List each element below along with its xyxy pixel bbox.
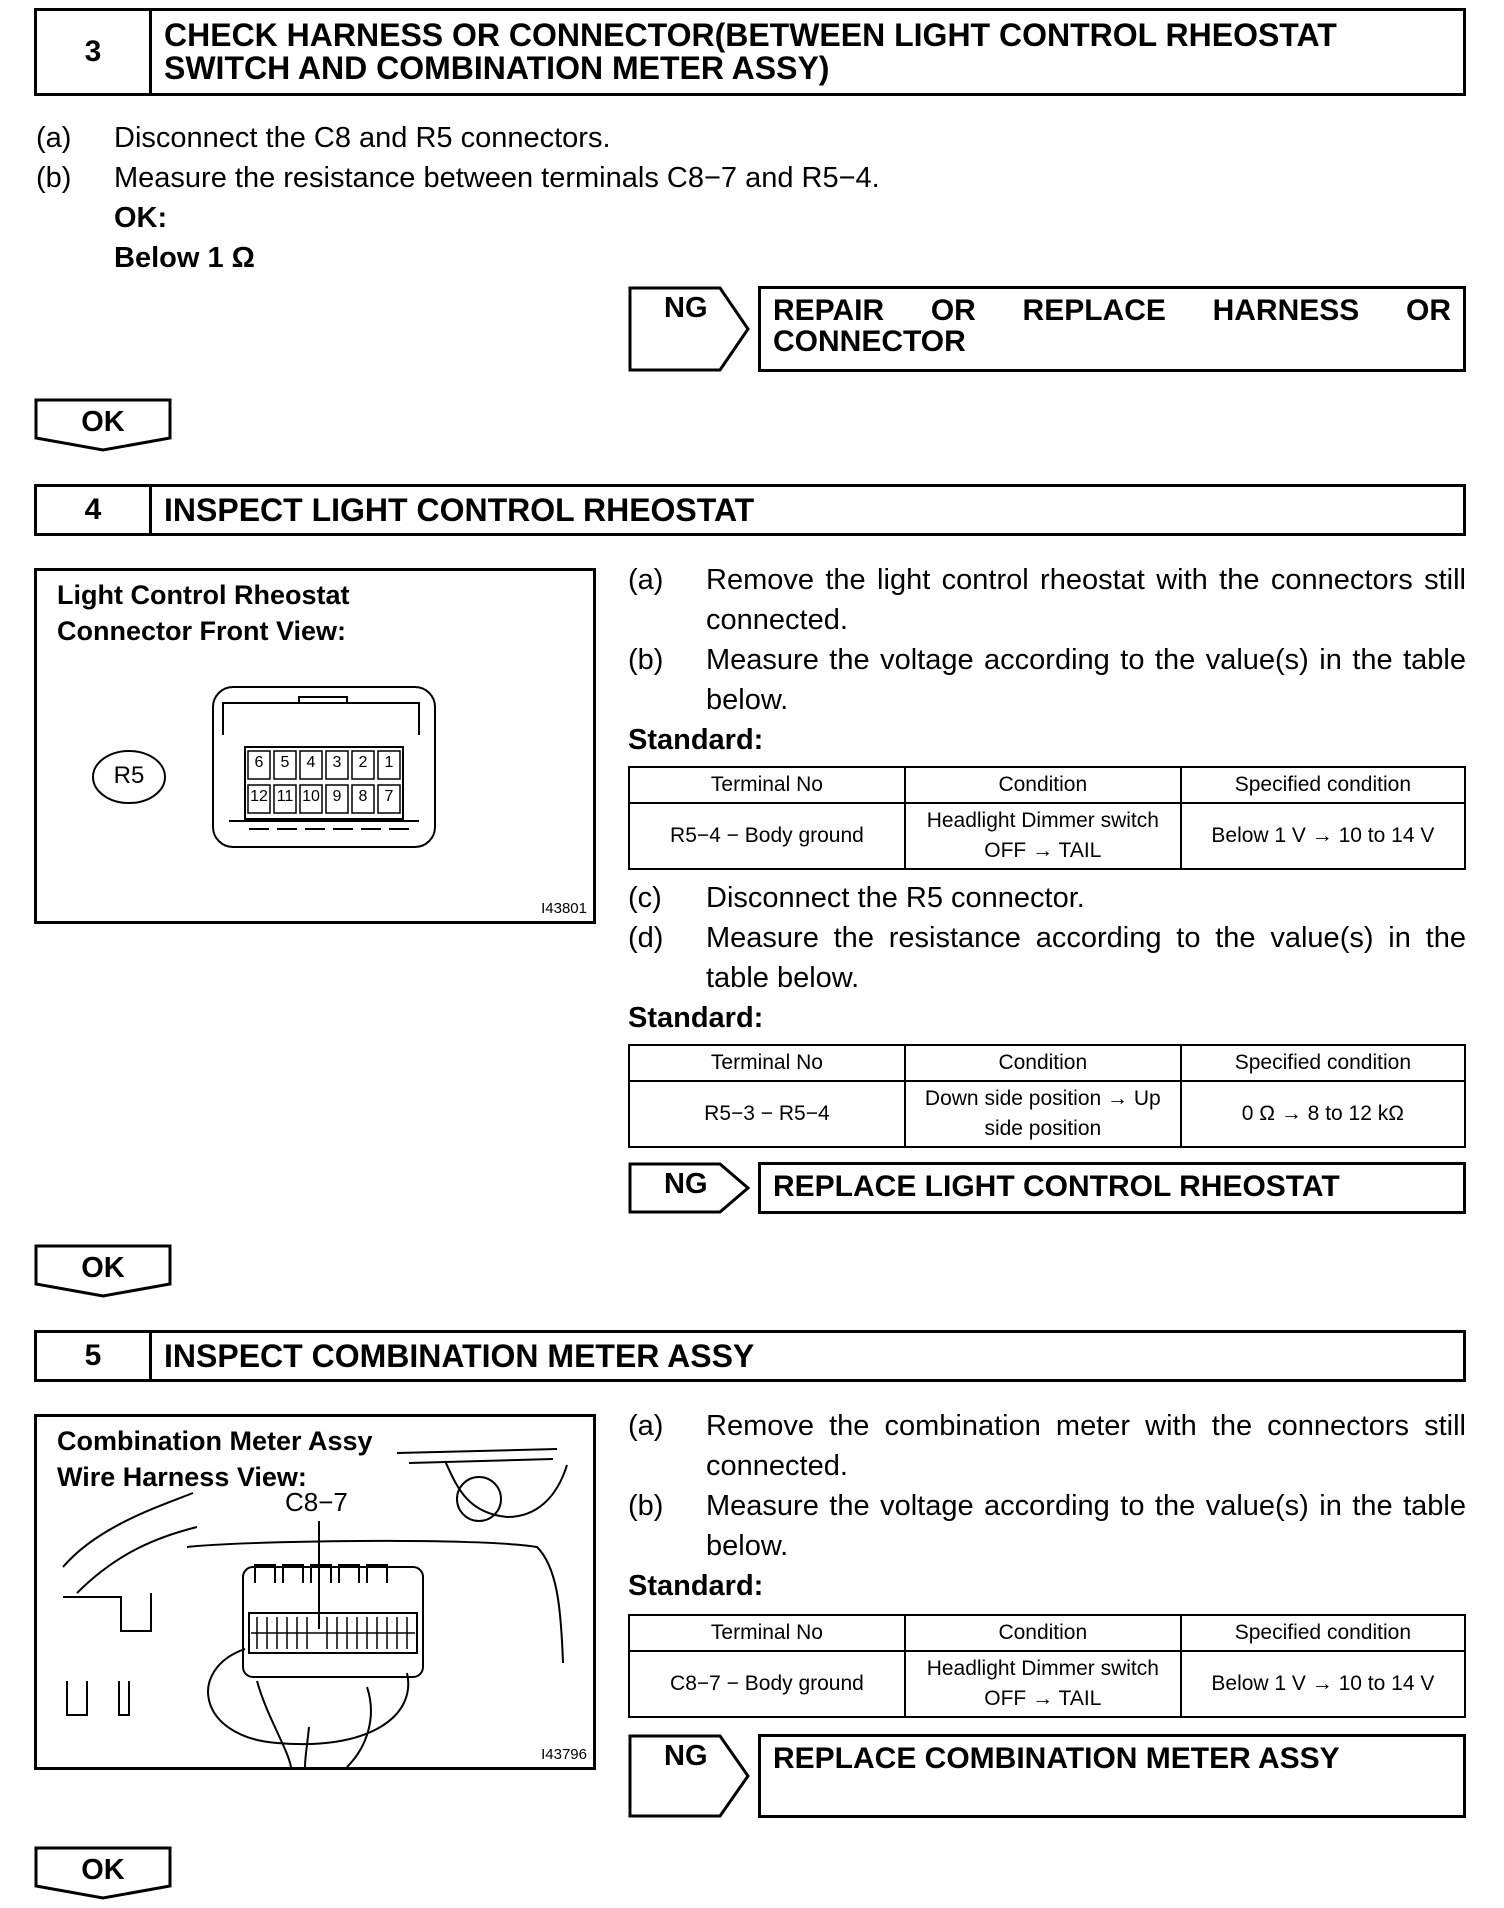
pin-11: 11	[276, 788, 294, 805]
item-label: (d)	[628, 922, 664, 954]
item-label: (b)	[628, 1490, 664, 1522]
ng-label: NG	[664, 1168, 708, 1200]
step-number: 3	[37, 11, 152, 93]
table-header: Specified condition	[1181, 767, 1465, 803]
figure-id: I43796	[541, 1746, 587, 1763]
pin-4: 4	[306, 754, 316, 771]
pin-5: 5	[280, 754, 290, 771]
ok-criteria-label: OK:	[114, 202, 168, 234]
item-label: (a)	[628, 564, 664, 596]
terminal-label: C8−7	[285, 1487, 348, 1517]
table-header: Condition	[905, 767, 1181, 803]
ok-label: OK	[81, 1854, 125, 1886]
item-text: Measure the voltage according to the value(s) in the table below.	[706, 1490, 1466, 1562]
standard-label: Standard:	[628, 1570, 764, 1602]
pin-8: 8	[358, 788, 368, 805]
item-text: Disconnect the R5 connector.	[706, 882, 1085, 914]
ng-label: NG	[664, 292, 708, 324]
standard-label: Standard:	[628, 724, 764, 756]
ng-arrow	[628, 1734, 752, 1818]
step-number: 5	[37, 1333, 152, 1379]
item-text: Remove the combination meter with the connectors still connected.	[706, 1410, 1466, 1482]
table-header: Condition	[905, 1615, 1181, 1651]
pin-12: 12	[250, 788, 268, 805]
ok-label: OK	[81, 406, 125, 438]
ok-arrow	[34, 1244, 172, 1298]
figure-title: Combination Meter Assy Wire Harness View:	[57, 1426, 373, 1492]
item-text: Measure the voltage according to the value(s) in the table below.	[706, 644, 1466, 716]
connector-drawing	[37, 571, 593, 921]
table-header: Terminal No	[629, 1615, 905, 1651]
ng-action-box	[758, 286, 1466, 372]
figure-id: I43801	[541, 900, 587, 917]
item-label: (c)	[628, 882, 662, 914]
table-cell: R5−4 − Body ground	[629, 803, 905, 869]
table-header: Condition	[905, 1045, 1181, 1081]
table-cell: R5−3 − R5−4	[629, 1081, 905, 1147]
item-text: Measure the resistance between terminals C8−7 and R5−4.	[114, 162, 880, 194]
ng-action-box	[758, 1162, 1466, 1214]
item-label: (a)	[36, 122, 72, 154]
standard-label: Standard:	[628, 1002, 764, 1034]
pin-2: 2	[358, 754, 368, 771]
table-cell: 0 Ω → 8 to 12 kΩ	[1181, 1081, 1465, 1147]
ng-action-text: REPAIR OR REPLACE HARNESS OR CONNECTOR	[773, 294, 1451, 358]
table-cell: Headlight Dimmer switch OFF → TAIL	[905, 1651, 1181, 1717]
table-cell: Down side position → Up side position	[905, 1081, 1181, 1147]
pin-3: 3	[332, 754, 342, 771]
harness-drawing	[37, 1417, 593, 1767]
figure-title: Light Control Rheostat Connector Front View:	[57, 580, 350, 646]
step-4-header	[34, 484, 1466, 536]
step-title: CHECK HARNESS OR CONNECTOR(BETWEEN LIGHT CONTROL RHEOSTAT SWITCH AND COMBINATION METER ASSY)	[164, 17, 1337, 86]
table-cell: Below 1 V → 10 to 14 V	[1181, 803, 1465, 869]
combination-meter-figure	[34, 1414, 596, 1770]
pin-6: 6	[254, 754, 264, 771]
ok-label: OK	[81, 1252, 125, 1284]
table-cell: Headlight Dimmer switch OFF → TAIL	[905, 803, 1181, 869]
step-title: INSPECT COMBINATION METER ASSY	[164, 1337, 755, 1374]
ng-arrow	[628, 286, 752, 372]
connector-code: R5	[113, 762, 145, 789]
step-3-header	[34, 8, 1466, 96]
ok-criteria-value: Below 1 Ω	[114, 242, 255, 274]
step-5-header	[34, 1330, 1466, 1382]
ng-arrow	[628, 1162, 752, 1214]
item-label: (b)	[36, 162, 72, 194]
pin-9: 9	[332, 788, 342, 805]
item-text: Disconnect the C8 and R5 connectors.	[114, 122, 611, 154]
ng-label: NG	[664, 1740, 708, 1772]
table-header: Terminal No	[629, 767, 905, 803]
ng-action-text: REPLACE COMBINATION METER ASSY	[773, 1742, 1340, 1775]
pin-7: 7	[384, 788, 394, 805]
ok-arrow	[34, 398, 172, 452]
ng-action-box	[758, 1734, 1466, 1818]
item-label: (b)	[628, 644, 664, 676]
spec-table	[628, 1044, 1466, 1148]
ng-action-text: REPLACE LIGHT CONTROL RHEOSTAT	[773, 1170, 1340, 1203]
table-cell: C8−7 − Body ground	[629, 1651, 905, 1717]
table-header: Specified condition	[1181, 1615, 1465, 1651]
rheostat-connector-figure	[34, 568, 596, 924]
table-header: Specified condition	[1181, 1045, 1465, 1081]
spec-table	[628, 1614, 1466, 1718]
item-text: Remove the light control rheostat with the connectors still connected.	[706, 564, 1466, 636]
pin-10: 10	[302, 788, 320, 805]
step-title: INSPECT LIGHT CONTROL RHEOSTAT	[164, 491, 755, 528]
step-number: 4	[37, 487, 152, 533]
table-header: Terminal No	[629, 1045, 905, 1081]
table-cell: Below 1 V → 10 to 14 V	[1181, 1651, 1465, 1717]
pin-1: 1	[384, 754, 394, 771]
spec-table	[628, 766, 1466, 870]
ok-arrow	[34, 1846, 172, 1900]
item-text: Measure the resistance according to the value(s) in the table below.	[706, 922, 1466, 994]
item-label: (a)	[628, 1410, 664, 1442]
